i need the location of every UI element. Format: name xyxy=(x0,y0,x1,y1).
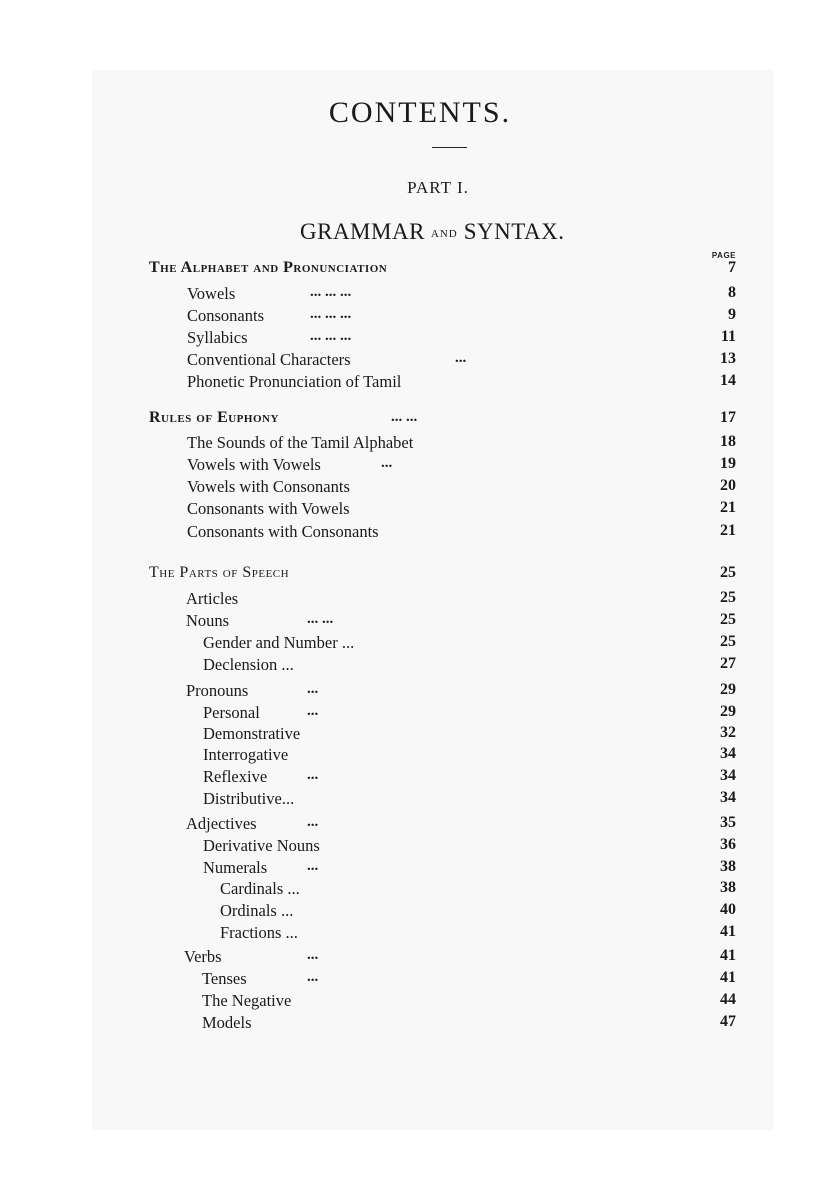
toc-page: 34 xyxy=(720,745,736,762)
toc-entry[interactable] xyxy=(0,499,840,521)
title-rule xyxy=(432,147,467,148)
toc-label: Nouns xyxy=(186,611,230,630)
toc-label: The Parts of Speech xyxy=(149,564,290,581)
toc-page: 21 xyxy=(720,499,736,516)
toc-entry[interactable] xyxy=(0,991,840,1013)
toc-entry[interactable] xyxy=(0,284,840,306)
toc-page: 41 xyxy=(720,923,736,940)
toc-page: 29 xyxy=(720,703,736,720)
toc-label: Consonants with Consonants xyxy=(187,522,379,541)
toc-dots: ... xyxy=(307,767,319,783)
toc-page: 38 xyxy=(720,879,736,896)
toc-label: Pronouns xyxy=(186,681,249,700)
toc-entry[interactable] xyxy=(0,455,840,477)
toc-label: Gender and Number ... xyxy=(203,633,355,652)
toc-label: The Negative xyxy=(202,991,292,1010)
toc-label: Models xyxy=(202,1013,252,1032)
toc-page: 32 xyxy=(720,724,736,741)
toc-page: 47 xyxy=(720,1013,736,1030)
toc-label: Tenses xyxy=(202,969,247,988)
toc-dots: ... xyxy=(307,703,319,719)
toc-label: Vowels xyxy=(187,284,236,303)
toc-entry[interactable] xyxy=(0,522,840,544)
toc-dots: ... xyxy=(381,455,393,471)
toc-label: Ordinals ... xyxy=(220,901,294,920)
toc-label: Syllabics xyxy=(187,328,248,347)
toc-label: Interrogative xyxy=(203,745,289,764)
toc-label: Adjectives xyxy=(186,814,257,833)
toc-dots: ... xyxy=(307,681,319,697)
toc-entry[interactable] xyxy=(0,901,840,923)
toc-entry[interactable] xyxy=(0,724,840,746)
toc-label: Vowels with Consonants xyxy=(187,477,350,496)
toc-label: Phonetic Pronunciation of Tamil xyxy=(187,372,402,391)
toc-dots: ... xyxy=(307,814,319,830)
toc-page: 41 xyxy=(720,947,736,964)
toc-entry[interactable] xyxy=(0,923,840,945)
toc-label: Cardinals ... xyxy=(220,879,300,898)
part-label: PART I. xyxy=(407,178,469,197)
toc-entry[interactable] xyxy=(0,1013,840,1035)
part-heading-right: SYNTAX. xyxy=(463,219,565,244)
toc-page: 27 xyxy=(720,655,736,672)
part-heading-left: GRAMMAR xyxy=(300,219,425,244)
toc-label: Reflexive xyxy=(203,767,268,786)
toc-entry[interactable] xyxy=(0,947,840,969)
toc-entry[interactable] xyxy=(0,611,840,633)
toc-page: 25 xyxy=(720,589,736,606)
toc-page: 38 xyxy=(720,858,736,875)
toc-dots: ... ... ... xyxy=(310,306,352,322)
part-heading xyxy=(300,219,564,245)
toc-section[interactable] xyxy=(0,564,840,586)
toc-label: Consonants with Vowels xyxy=(187,499,350,518)
toc-entry[interactable] xyxy=(0,879,840,901)
toc-page: 14 xyxy=(720,372,736,389)
toc-page: 40 xyxy=(720,901,736,918)
toc-entry[interactable] xyxy=(0,836,840,858)
toc-label: Conventional Characters xyxy=(187,350,351,369)
toc-entry[interactable] xyxy=(0,589,840,611)
toc-entry[interactable] xyxy=(0,477,840,499)
toc-label: Demonstrative xyxy=(203,724,301,743)
toc-label: Articles xyxy=(186,589,239,608)
toc-dots: ... xyxy=(455,350,467,366)
toc-label: The Alphabet and Pronunciation xyxy=(149,259,388,276)
toc-page: 13 xyxy=(720,350,736,367)
toc-dots: ... ... xyxy=(307,611,334,627)
toc-entry[interactable] xyxy=(0,681,840,703)
toc-page: 34 xyxy=(720,789,736,806)
toc-page: 20 xyxy=(720,477,736,494)
toc-entry[interactable] xyxy=(0,633,840,655)
toc-entry[interactable] xyxy=(0,703,840,725)
toc-entry[interactable] xyxy=(0,306,840,328)
toc-entry[interactable] xyxy=(0,433,840,455)
toc-label: Consonants xyxy=(187,306,265,325)
toc-entry[interactable] xyxy=(0,372,840,394)
toc-page: 44 xyxy=(720,991,736,1008)
toc-label: Vowels with Vowels xyxy=(187,455,321,474)
toc-label: The Sounds of the Tamil Alphabet xyxy=(187,433,414,452)
toc-entry[interactable] xyxy=(0,858,840,880)
toc-label: Numerals xyxy=(203,858,268,877)
toc-page: 29 xyxy=(720,681,736,698)
toc-label: Rules of Euphony xyxy=(149,409,279,426)
toc-entry[interactable] xyxy=(0,745,840,767)
toc-label: Verbs xyxy=(184,947,222,966)
toc-page: 36 xyxy=(720,836,736,853)
toc-page: 25 xyxy=(720,564,736,581)
page-title: CONTENTS. xyxy=(328,96,512,129)
toc-label: Derivative Nouns xyxy=(203,836,320,855)
toc-label: Declension ... xyxy=(203,655,294,674)
toc-entry[interactable] xyxy=(0,969,840,991)
toc-entry[interactable] xyxy=(0,328,840,350)
toc-section[interactable] xyxy=(0,259,840,281)
toc-page: 25 xyxy=(720,611,736,628)
toc-page: 7 xyxy=(728,259,736,276)
page-column-label: PAGE xyxy=(711,251,736,260)
toc-page: 34 xyxy=(720,767,736,784)
toc-dots: ... xyxy=(307,947,319,963)
toc-entry[interactable] xyxy=(0,814,840,836)
toc-section[interactable] xyxy=(0,409,840,431)
toc-entry[interactable] xyxy=(0,767,840,789)
toc-page: 17 xyxy=(720,409,736,426)
toc-entry[interactable] xyxy=(0,789,840,811)
toc-dots: ... ... xyxy=(391,409,418,425)
part-heading-and: AND xyxy=(430,228,458,240)
toc-dots: ... xyxy=(307,858,319,874)
toc-page: 9 xyxy=(728,306,736,323)
toc-page: 35 xyxy=(720,814,736,831)
toc-page: 11 xyxy=(720,328,736,345)
toc-page: 18 xyxy=(720,433,736,450)
toc-label: Distributive... xyxy=(203,789,295,808)
toc-dots: ... xyxy=(307,969,319,985)
toc-dots: ... ... ... xyxy=(310,328,352,344)
toc-page: 25 xyxy=(720,633,736,650)
toc-page: 19 xyxy=(720,455,736,472)
toc-entry[interactable] xyxy=(0,655,840,677)
toc-label: Fractions ... xyxy=(220,923,298,942)
toc-entry[interactable] xyxy=(0,350,840,372)
toc-page: 41 xyxy=(720,969,736,986)
toc-page: 8 xyxy=(728,284,736,301)
toc-page: 21 xyxy=(720,522,736,539)
toc-dots: ... ... ... xyxy=(310,284,352,300)
toc-label: Personal xyxy=(203,703,260,722)
